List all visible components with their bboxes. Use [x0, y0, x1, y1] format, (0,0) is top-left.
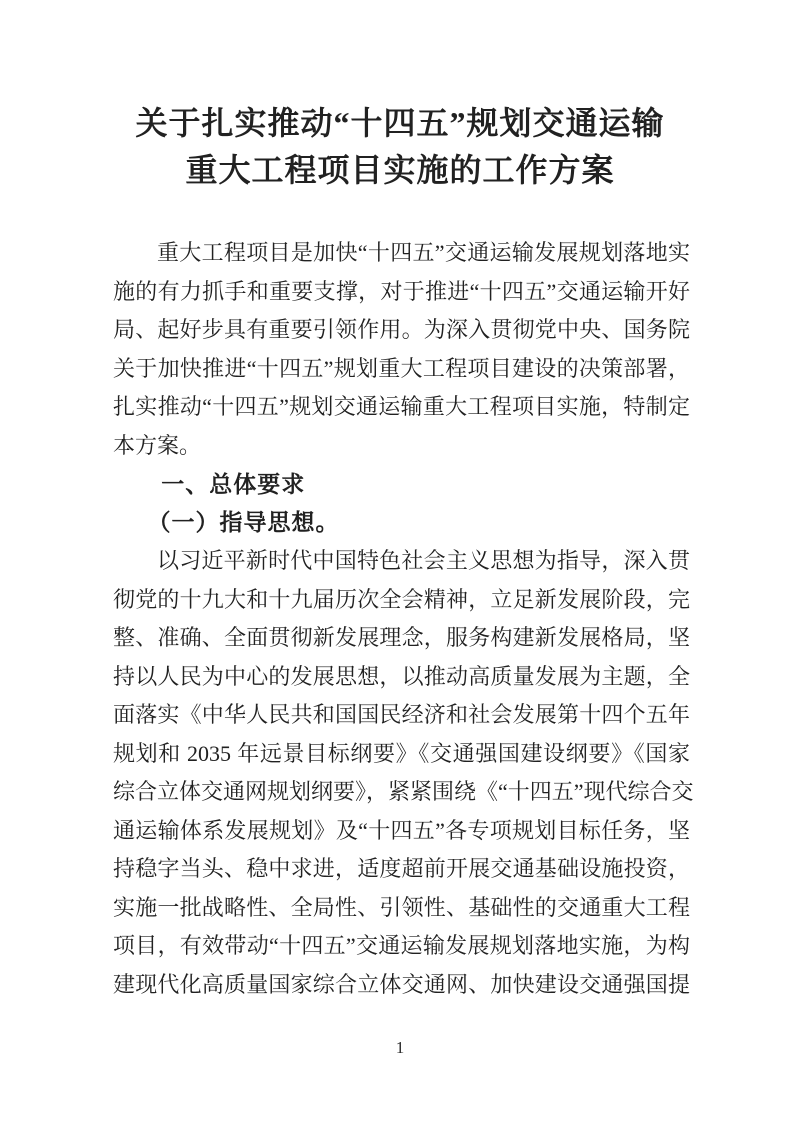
text-line: 本方案。: [113, 432, 202, 458]
text-line: 局、起好步具有重要引领作用。为深入贯彻党中央、国务院: [113, 317, 690, 342]
text-line: 扎实推动“十四五”规划交通运输重大工程项目实施，特制定: [113, 394, 690, 419]
text-line: 以习近平新时代中国特色社会主义思想为指导，深入贯: [157, 548, 690, 573]
text-line: 整、准确、全面贯彻新发展理念，服务构建新发展格局，坚: [113, 625, 690, 650]
text-line: 持稳字当头、稳中求进，适度超前开展交通基础设施投资，: [113, 856, 690, 881]
text-line: 规划和 2035 年远景目标纲要》《交通强国建设纲要》《国家: [113, 740, 690, 766]
document-title-line-1: 关于扎实推动“十四五”规划交通运输: [135, 105, 665, 141]
document-title-line-2: 重大工程项目实施的工作方案: [185, 152, 615, 188]
section-heading-overall-requirements: 一、总体要求: [161, 471, 306, 497]
paragraph-introduction: [113, 234, 690, 465]
paragraph-guiding-ideology: [113, 542, 694, 1004]
text-line: 关于加快推进“十四五”规划重大工程项目建设的决策部署，: [113, 355, 690, 381]
page-number: 1: [395, 1038, 405, 1057]
text-line: 通运输体系发展规划》及“十四五”各专项规划目标任务，坚: [113, 817, 690, 843]
text-line: 施的有力抓手和重要支撑，对于推进“十四五”交通运输开好: [113, 278, 690, 304]
text-line: 实施一批战略性、全局性、引领性、基础性的交通重大工程: [113, 894, 690, 920]
text-line: 彻党的十九大和十九届历次全会精神，立足新发展阶段，完: [113, 586, 690, 612]
text-line: 综合立体交通网规划纲要》，紧紧围绕《“十四五”现代综合交: [113, 779, 694, 804]
text-line: 面落实《中华人民共和国国民经济和社会发展第十四个五年: [113, 702, 690, 727]
text-line: 持以人民为中心的发展思想，以推动高质量发展为主题，全: [113, 663, 690, 689]
text-line: 项目，有效带动“十四五”交通运输发展规划落地实施，为构: [113, 933, 690, 958]
document-title: [0, 0, 800, 194]
document-body: [113, 234, 694, 1004]
subsection-heading-guiding-ideology: （一）指导思想。: [147, 509, 340, 535]
text-line: 重大工程项目是加快“十四五”交通运输发展规划落地实: [157, 240, 690, 265]
text-line: 建现代化高质量国家综合立体交通网、加快建设交通强国提: [113, 971, 690, 997]
